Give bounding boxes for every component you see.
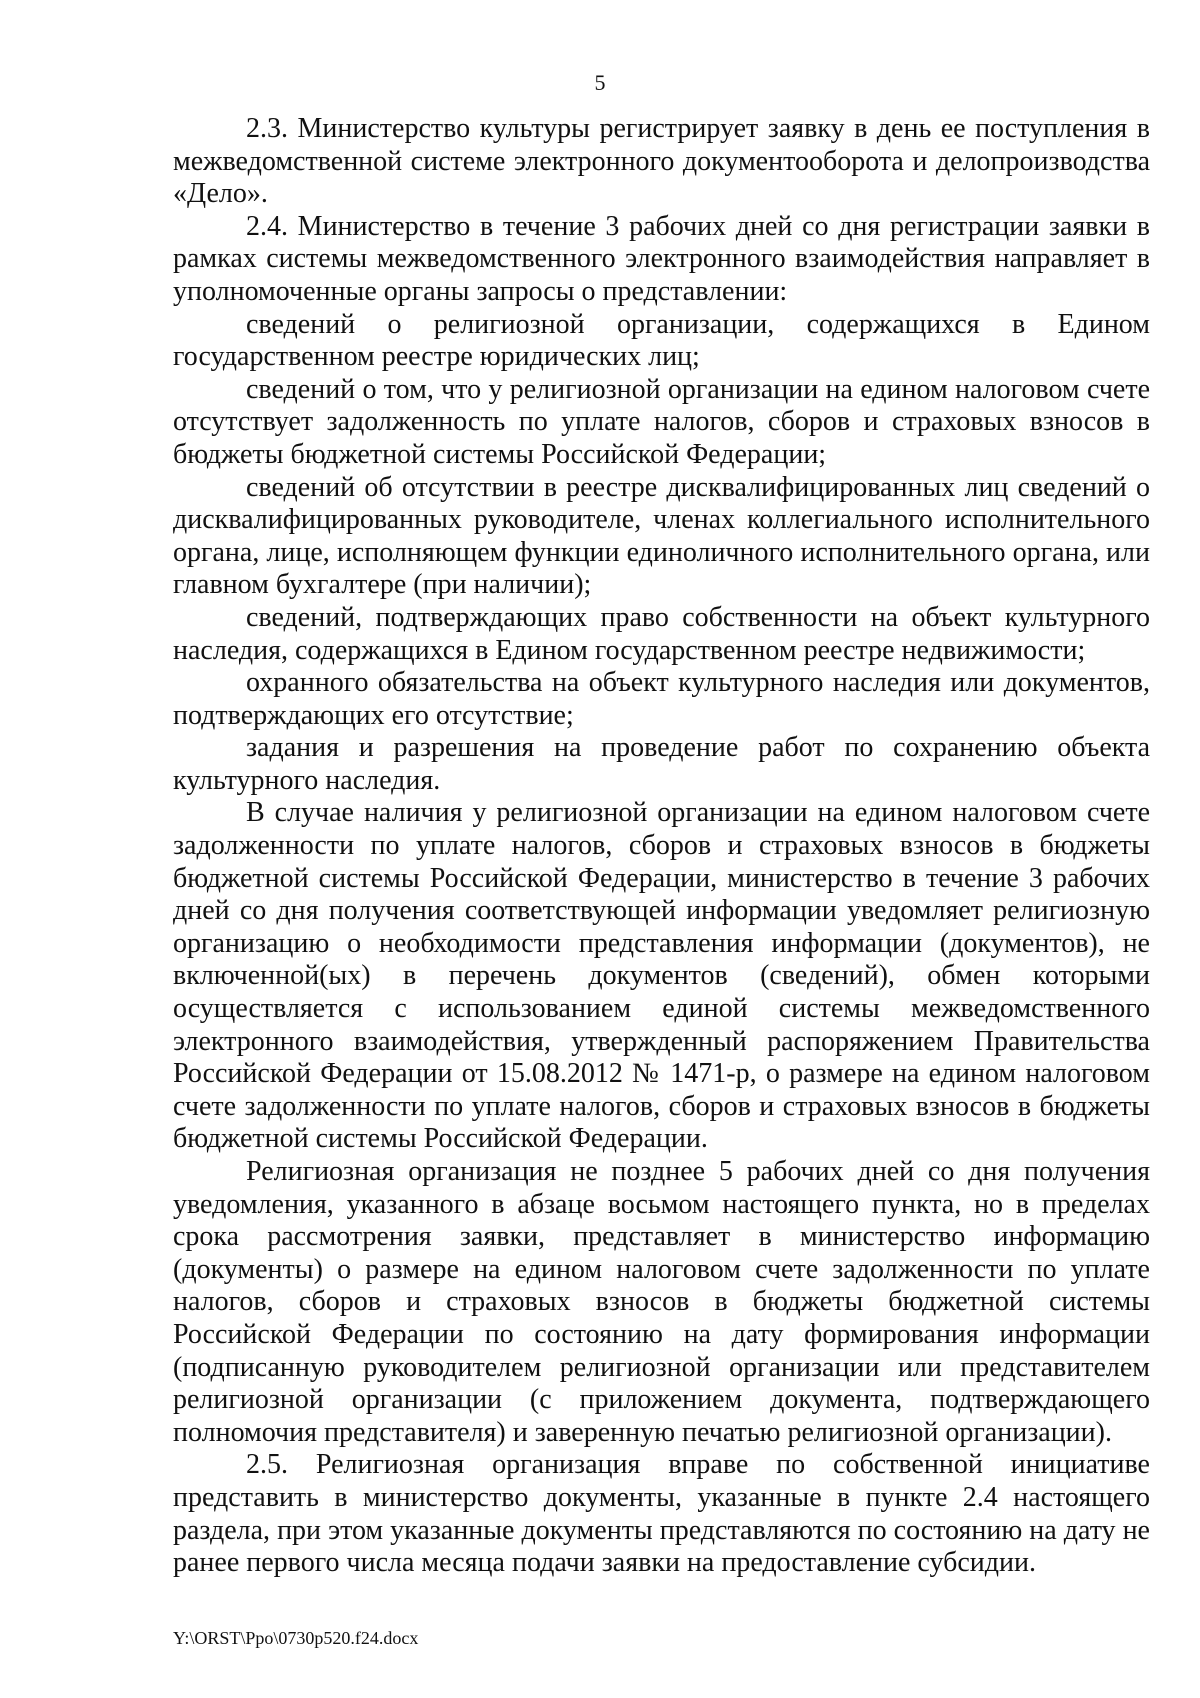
footer-file-path: Y:\ORST\Ppo\0730p520.f24.docx [173, 1628, 419, 1648]
list-item-tax-debt-info: сведений о том, что у религиозной организации на едином налоговом счете отсутствует задолженность по уплате налогов, сборов и страховых взносов в бюджеты бюджетной системы Российской Федерации; [173, 373, 1150, 470]
list-item-protection-obligation: охранного обязательства на объект культурного наследия или документов, подтверждающих его отсутствие; [173, 667, 1150, 731]
page-number: 5 [594, 70, 606, 95]
paragraph-2-5: 2.5. Религиозная организация вправе по собственной инициативе представить в министерство документы, указанные в пункте 2.4 настоящего раздела, при этом указанные документы представляются по состоянию на дату не ранее первого числа месяца подачи заявки на предоставление субсидии. [173, 1449, 1150, 1579]
list-item-ownership-info: сведений, подтверждающих право собственности на объект культурного наследия, содержащихся в Едином государственном реестре недвижимости; [173, 601, 1150, 666]
list-item-work-permit: задания и разрешения на проведение работ по сохранению объекта культурного наследия. [173, 732, 1150, 796]
list-item-egrul-info: сведений о религиозной организации, содержащихся в Едином государственном реестре юридических лиц; [173, 308, 1150, 373]
paragraph-organization-response: Религиозная организация не позднее 5 рабочих дней со дня получения уведомления, указанного в абзаце восьмом настоящего пункта, но в пределах срока рассмотрения заявки, представляет в министерство информацию (документы) о размере на едином налоговом счете задолженности по уплате налогов, сборов и страховых взносов в бюджеты бюджетной системы Российской Федерации по состоянию на дату формирования информации (подписанную руководителем религиозной организации или представителем религиозной организации (с приложением документа, подтверждающего полномочия представителя) и заверенную печатью религиозной организации). [173, 1156, 1150, 1448]
document-body [173, 113, 1150, 1580]
paragraph-tax-debt-notice: В случае наличия у религиозной организации на едином налоговом счете задолженности по уплате налогов, сборов и страховых взносов в бюджеты бюджетной системы Российской Федерации, министерство в течение 3 рабочих дней со дня получения соответствующей информации уведомляет религиозную организацию о необходимости представления информации (документов), не включенной(ых) в перечень документов (сведений), обмен которыми осуществляется с использованием единой системы межведомственного электронного взаимодействия, утвержденный распоряжением Правительства Российской Федерации от 15.08.2012 № 1471-р, о размере на едином налоговом счете задолженности по уплате налогов, сборов и страховых взносов в бюджеты бюджетной системы Российской Федерации. [173, 797, 1150, 1155]
paragraph-2-4: 2.4. Министерство в течение 3 рабочих дней со дня регистрации заявки в рамках системы межведомственного электронного взаимодействия направляет в уполномоченные органы запросы о представлении: [173, 210, 1150, 307]
list-item-disqualified-registry-info: сведений об отсутствии в реестре дисквалифицированных лиц сведений о дисквалифицированных руководителе, членах коллегиального исполнительного органа, лице, исполняющем функции единоличного исполнительного органа, или главном бухгалтере (при наличии); [173, 471, 1150, 601]
paragraph-2-3: 2.3. Министерство культуры регистрирует заявку в день ее поступления в межведомственной системе электронного документооборота и делопроизводства «Дело». [173, 113, 1150, 210]
